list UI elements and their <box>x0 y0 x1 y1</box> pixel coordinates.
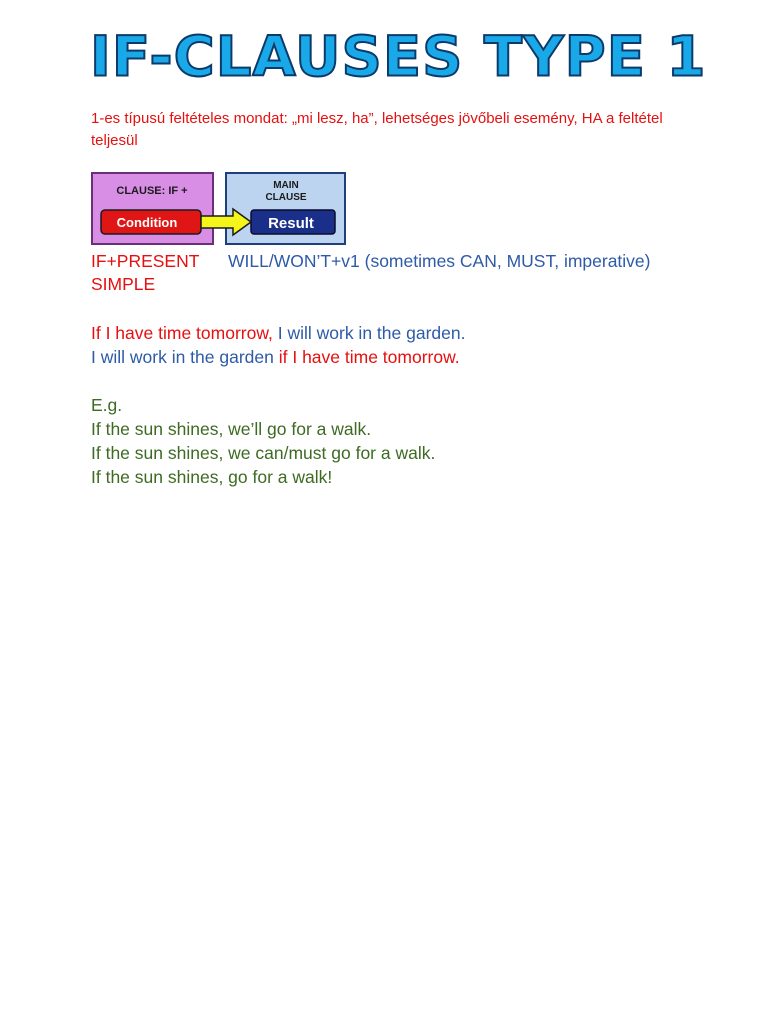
example-2-if-part: if I have time tomorrow. <box>273 347 460 367</box>
if-clause-rule: IF+PRESENT SIMPLE <box>91 251 200 294</box>
example-line-1 <box>91 321 465 345</box>
eg-sentence: If the sun shines, go for a walk! <box>91 467 333 487</box>
eg-label: E.g. <box>91 395 123 415</box>
example-2-main-part: I will work in the garden <box>91 347 274 367</box>
example-sentences <box>91 321 465 369</box>
clause-if-header: CLAUSE: IF + <box>116 185 188 197</box>
condition-label: Condition <box>116 215 178 230</box>
eg-block <box>91 393 435 489</box>
main-clause-header-1: MAIN <box>273 180 299 191</box>
main-clause-rule: WILL/WON’T+v1 (sometimes CAN, MUST, imperative) <box>228 251 651 271</box>
example-1-if-part: If I have time tomorrow, <box>91 323 273 343</box>
condition-result-diagram <box>91 172 347 246</box>
result-label: Result <box>268 215 314 232</box>
eg-sentence: If the sun shines, we can/must go for a walk. <box>91 443 436 463</box>
page-title: IF-CLAUSES TYPE 1 <box>90 25 707 90</box>
eg-sentence: If the sun shines, we’ll go for a walk. <box>91 419 372 439</box>
intro-text: 1-es típusú feltételes mondat: „mi lesz, ha”, lehetséges jövőbeli esemény, HA a feltétel teljesül <box>91 110 663 149</box>
example-line-2 <box>91 345 465 369</box>
main-clause-header-2: CLAUSE <box>265 192 307 203</box>
example-1-main-part: I will work in the garden. <box>272 323 466 343</box>
